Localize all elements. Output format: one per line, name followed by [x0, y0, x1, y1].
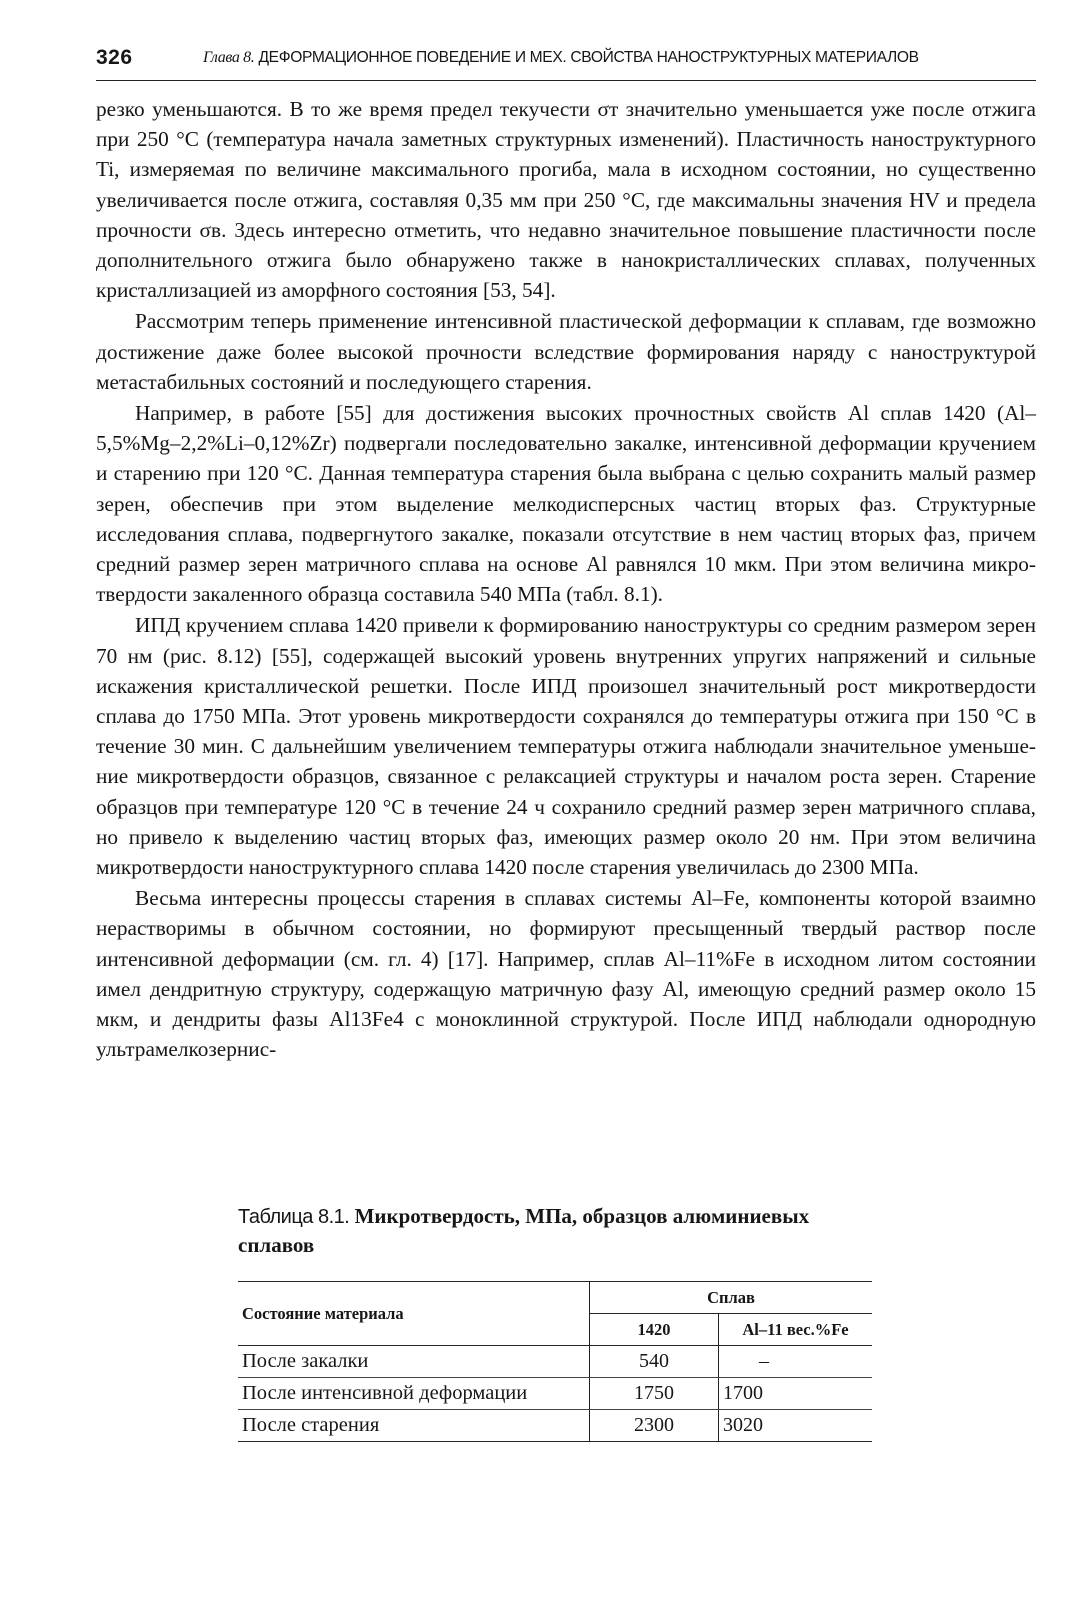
row-state: После интенсивной деформации — [238, 1378, 590, 1410]
microhardness-table — [238, 1281, 872, 1442]
table-caption — [238, 1202, 872, 1259]
paragraph: Например, в работе [55] для достижения высоких прочностных свойств Al сплав 1420 (Al–5,5%Mg–2,2%Li–0,12%Zr) подвергали последовательно закалке, интенсивной деформации кручением и старению при 120 °С. Данная температура старения была выбрана с целью сохранить малый размер зерен, обеспечив при этом выделение мелкодисперсных частиц вторых фаз. Структурные исследования сплава, подвергнутого закалке, показали отсутствие в нем частиц вторых фаз, причем средний размер зерен матричного сплава на основе Al равнялся 10 мкм. При этом величина микротвердости закаленного образца составила 540 МПа (табл. 8.1). — [96, 401, 1036, 607]
paragraph: ИПД кручением сплава 1420 привели к формированию наноструктуры со средним размером зерен 70 нм (рис. 8.12) [55], содержащей высокий уровень внутренних упругих напряжений и сильные искажения кристаллической решетки. После ИПД произошел значительный рост микротвердости сплава до 1750 МПа. Этот уровень микротвердости сохранялся до температуры отжига при 150 °С в течение 30 мин. С дальнейшим увеличением температуры отжига наблюдали значительное уменьшение микротвердости образцов, связанное с релаксацией структуры и началом роста зерен. Старение образцов при температуре 120 °С в течение 24 ч сохранило средний размер зерен матричного сплава, но привело к выделению частиц вторых фаз, имеющих размер около 20 нм. При этом величина микротвердости наноструктурного сплава 1420 после старения увеличилась до 2300 МПа. — [96, 613, 1036, 880]
table-row — [238, 1410, 872, 1442]
paragraph: резко уменьшаются. В то же время предел текучести σт значительно уменьшается уже после отжига при 250 °С (температура начала заметных структурных изменений). Пластичность наноструктурного Ti, измеряемая по величине максимального прогиба, мала в исходном состоянии, но существенно увеличивается после отжига, составляя 0,35 мм при 250 °С, где максимальны значения HV и предела прочности σв. Здесь интересно отметить, что недавно значительное повышение пластичности после дополнительного отжига было обнаружено также в нанокристаллических сплавах, полученных кристаллизацией из аморфного состояния [53, 54]. — [96, 97, 1036, 303]
row-state: После закалки — [238, 1346, 590, 1378]
row-state: После старения — [238, 1410, 590, 1442]
column-header-al-fe: Al–11 вес.%Fe — [719, 1314, 873, 1346]
column-header-1420: 1420 — [590, 1314, 719, 1346]
column-header-alloy: Сплав — [590, 1282, 873, 1314]
page-number: 326 — [96, 46, 133, 69]
table-block — [238, 1202, 872, 1442]
paragraph: Весьма интересны процессы старения в сплавах системы Al–Fe, компоненты которой взаимно нерастворимы в обычном состоянии, но формируют пресыщенный твердый раствор после интенсивной деформации (см. гл. 4) [17]. Например, сплав Al–11%Fe в исходном литом состоянии имел дендритную структуру, содержащую матричную фазу Al, имеющую средний размер около 15 мкм, и дендриты фазы Al13Fe4 с моноклинной структурой. После ИПД наблюдали однородную ультрамелкозернис- — [96, 886, 1036, 1062]
table-title: Микротвердость, МПа, образцов алюминиевых сплавов — [238, 1204, 810, 1257]
running-title — [203, 49, 1036, 67]
running-header — [96, 44, 1036, 78]
row-value-al-fe: 3020 — [719, 1410, 873, 1442]
table-number: Таблица 8.1. — [238, 1206, 350, 1228]
column-header-state: Состояние материала — [238, 1282, 590, 1346]
row-value-al-fe: – — [719, 1346, 873, 1378]
chapter-label: Глава 8. — [203, 49, 255, 66]
header-rule — [96, 80, 1036, 81]
row-value-al-fe: 1700 — [719, 1378, 873, 1410]
table-row — [238, 1346, 872, 1378]
chapter-title: ДЕФОРМАЦИОННОЕ ПОВЕДЕНИЕ И МЕХ. СВОЙСТВА НАНОСТРУКТУРНЫХ МАТЕРИАЛОВ — [258, 49, 919, 66]
table-row — [238, 1378, 872, 1410]
body-text — [96, 94, 1036, 1065]
row-value-1420: 540 — [590, 1346, 719, 1378]
paragraph: Рассмотрим теперь применение интенсивной пластической деформации к сплавам, где возможно достижение даже более высокой прочности вследствие формирования наряду с наноструктурой метастабильных состояний и последующего старения. — [96, 309, 1036, 394]
row-value-1420: 1750 — [590, 1378, 719, 1410]
row-value-1420: 2300 — [590, 1410, 719, 1442]
